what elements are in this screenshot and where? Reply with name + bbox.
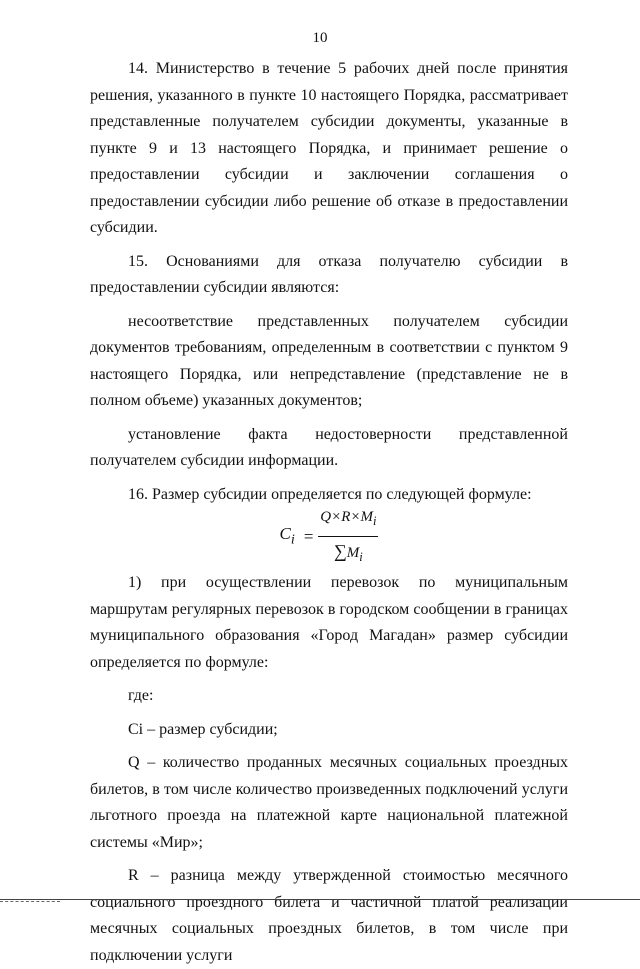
paragraph-where: где: (128, 687, 154, 704)
definition-q: Q – количество проданных месячных социальных проездных билетов, в том числе количество произведенных подключений услуги льготного проезда на платежной карте национальной платежной системы «Мир»; (90, 754, 568, 851)
formula-denominator: $\sum M_i$ (333, 540, 363, 564)
page-number: 10 (312, 30, 328, 46)
paragraph-15: 15. Основаниями для отказа получателю субсидии в предоставлении субсидии являются: (90, 252, 568, 296)
paragraph-14: 14. Министерство в течение 5 рабочих дней после принятия решения, указанного в пункте 10 настоящего Порядка, рассматривает представленные получателем субсидии документы, указанные в пункте 9 и 13 настоящего Порядка, и принимает решение о предоставлении субсидии и заключении соглашения о предоставлении субсидии либо решение об отказе в предоставлении субсидии. (90, 60, 568, 236)
formula-fraction (318, 504, 378, 570)
footer-rule (0, 899, 640, 900)
paragraph-15-item-1: несоответствие представленных получателем субсидии документов требованиям, определенным в соответствии с пунктом 9 настоящего Порядка, или непредставление (представление не в полном объеме) указанных документов; (90, 312, 568, 409)
formula-equals: = (302, 526, 315, 546)
footer-dash (0, 901, 60, 902)
document-body (90, 56, 568, 969)
paragraph-16: 16. Размер субсидии определяется по следующей формуле: (128, 485, 532, 503)
paragraph-16-item-1: 1) при осуществлении перевозок по муниципальным маршрутам регулярных перевозок в городском сообщении в границах муниципального образования «Город Магадан» размер субсидии определяется по формуле: (90, 574, 568, 671)
subsidy-formula (90, 510, 568, 564)
formula-numerator: $Q\times R\times M_i$ (318, 504, 378, 537)
paragraph-15-item-2: установление факта недостоверности представленной получателем субсидии информации. (90, 425, 568, 469)
sigma-symbol: ∑ (333, 540, 347, 561)
definition-ci: Ci – размер субсидии; (128, 720, 278, 738)
formula-lhs: $C_i$ (279, 524, 295, 548)
definition-r: R – разница между утвержденной стоимостью месячного социального проездного билета и частичной платой реализации месячных социальных проездных билетов, в том числе при подключении услуги (90, 867, 568, 964)
